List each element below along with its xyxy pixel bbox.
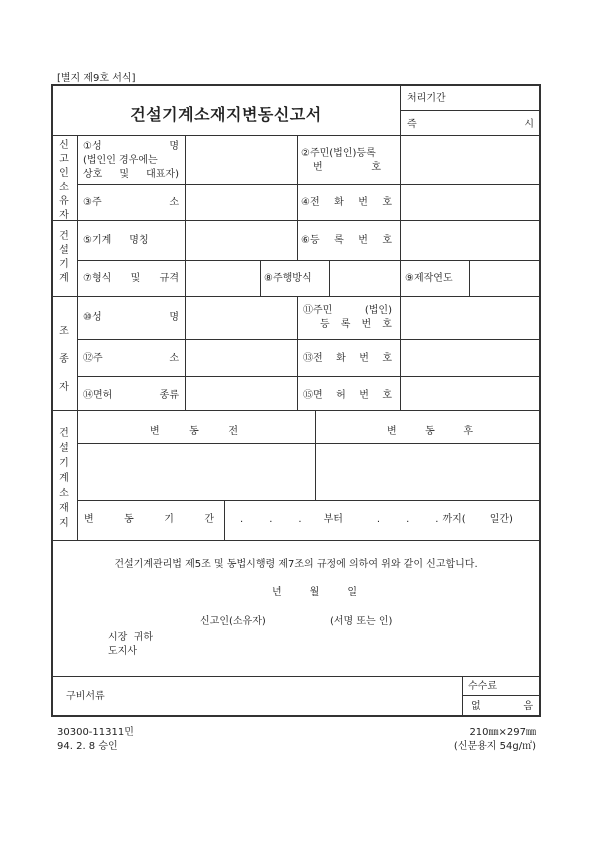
declaration-date[interactable]: 년 월 일 [272, 587, 358, 598]
operator-reg-label: ⑪주민 (법인) [303, 305, 392, 316]
operator-address-label: ⑫주 소 [83, 353, 179, 364]
owner-address-field[interactable] [186, 185, 296, 219]
fee-label: 수수료 [468, 681, 497, 692]
operator-license-no-field[interactable] [401, 377, 539, 409]
form-number-label: [별지 제9호 서식] [57, 73, 136, 84]
before-change-header: 변 동 전 [150, 426, 238, 437]
machine-drive-field[interactable] [330, 261, 399, 295]
operator-reg-label2: 등 록 번 호 [320, 319, 392, 330]
owner-reg-field[interactable] [401, 136, 539, 183]
operator-reg-field[interactable] [401, 297, 539, 338]
recipient-governor: 도지사 [108, 646, 137, 657]
recipient-mayor: 시장 귀하 [108, 632, 153, 643]
section-owner-label: 신 고 인 소 유 자 [59, 140, 69, 221]
processing-period-label: 처리기간 [407, 93, 446, 104]
owner-name-label: ①성 명 [83, 141, 179, 152]
fee-value: 없 음 [471, 701, 533, 712]
change-period-value[interactable]: . . . 부터 . . . 까지( 일간) [240, 514, 513, 525]
machine-drive-label: ⑧주행방식 [264, 273, 312, 284]
before-change-field[interactable] [78, 444, 314, 499]
machine-reg-field[interactable] [401, 221, 539, 259]
owner-phone-label: ④전 화 번 호 [301, 197, 392, 208]
machine-model-field[interactable] [186, 261, 259, 295]
form-code: 30300-11311민 [57, 727, 134, 738]
owner-name-field[interactable] [186, 136, 296, 183]
after-change-header: 변 동 후 [387, 426, 473, 437]
machine-year-field[interactable] [470, 261, 539, 295]
operator-phone-field[interactable] [401, 340, 539, 375]
owner-name-sub2: 상호 및 대표자) [83, 169, 179, 180]
applicant-label: 신고인(소유자) [200, 616, 266, 627]
operator-license-label: ⑭면허 종류 [83, 390, 179, 401]
paper-type: (신문용지 54g/㎡) [453, 741, 536, 752]
owner-reg-label2: 번 호 [313, 162, 381, 173]
section-machine-label: 건 설 기 계 [59, 231, 69, 284]
form-title: 건설기계소재지변동신고서 [130, 105, 322, 124]
section-operator-label: 조 종 자 [59, 326, 69, 393]
machine-model-label: ⑦형식 및 규격 [83, 273, 179, 284]
operator-phone-label: ⑬전 화 번 호 [303, 353, 392, 364]
owner-name-sub1: (법인인 경우에는 [83, 155, 158, 166]
operator-address-field[interactable] [186, 340, 296, 375]
machine-name-field[interactable] [186, 221, 296, 259]
section-location-label: 건 설 기 계 소 재 지 [59, 428, 69, 529]
processing-period-value: 즉 시 [407, 119, 534, 130]
operator-license-field[interactable] [186, 377, 296, 409]
declaration-statement: 건설기계관리법 제5조 및 동법시행령 제7조의 규정에 의하여 위와 같이 신고합니다. [114, 559, 478, 570]
after-change-field[interactable] [316, 444, 539, 499]
paper-size: 210㎜×297㎜ [469, 727, 536, 738]
machine-reg-label: ⑥등 록 번 호 [301, 235, 392, 246]
signature-label: (서명 또는 인) [330, 616, 393, 627]
operator-name-label: ⑩성 명 [83, 312, 179, 323]
owner-address-label: ③주 소 [83, 197, 179, 208]
operator-name-field[interactable] [186, 297, 296, 338]
approval-date: 94. 2. 8 승인 [57, 741, 118, 752]
machine-year-label: ⑨제작연도 [405, 273, 453, 284]
owner-phone-field[interactable] [401, 185, 539, 219]
machine-name-label: ⑤기계 명칭 [83, 235, 149, 246]
change-period-label: 변 동 기 간 [84, 514, 214, 525]
required-documents-label: 구비서류 [66, 691, 105, 702]
operator-license-no-label: ⑮면 허 번 호 [303, 390, 392, 401]
owner-reg-label: ②주민(법인)등록 [301, 148, 376, 159]
